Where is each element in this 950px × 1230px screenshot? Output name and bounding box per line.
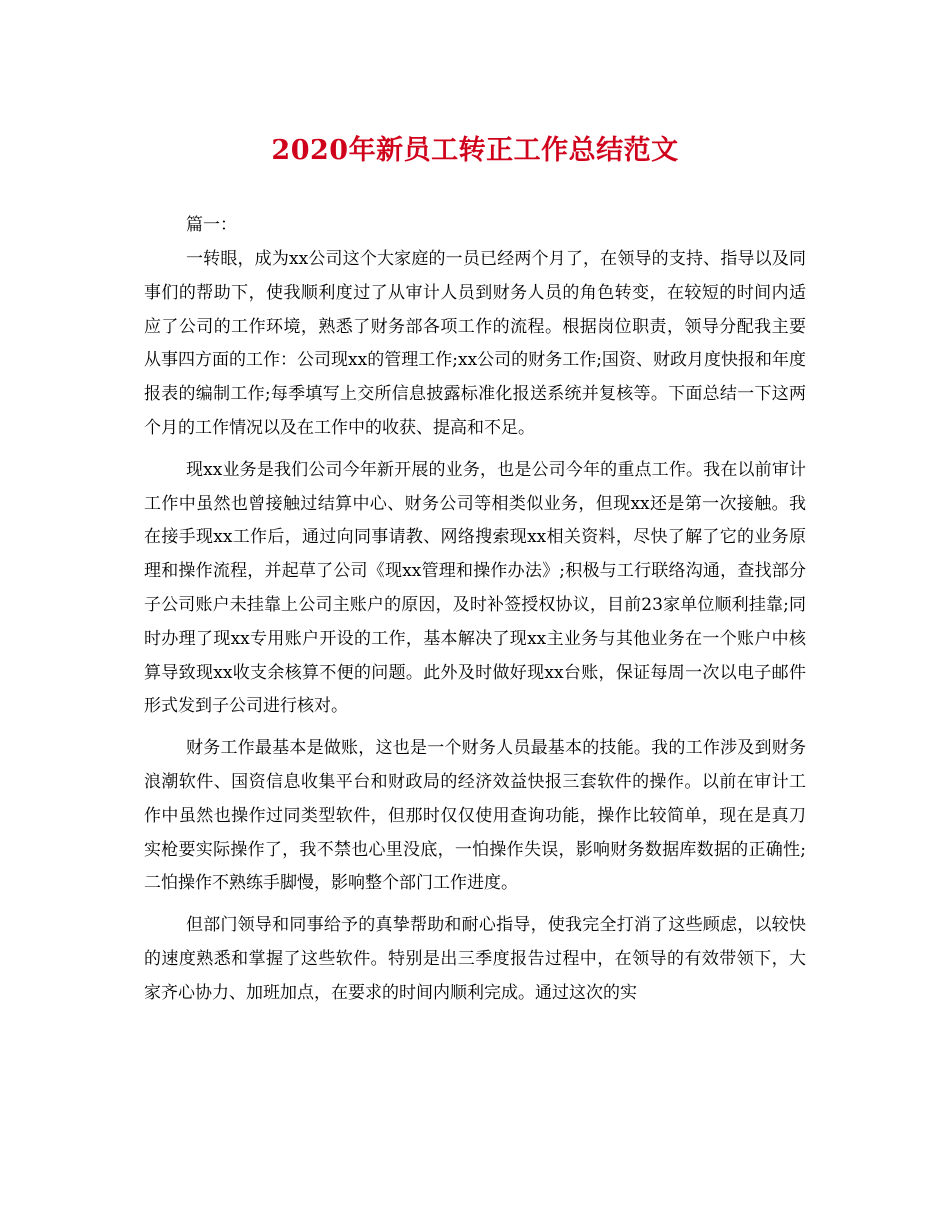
- paragraph-3: 财务工作最基本是做账，这也是一个财务人员最基本的技能。我的工作涉及到财务浪潮软件、国资信息收集平台和财政局的经济效益快报三套软件的操作。以前在审计工作中虽然也操作过同类型软件，但那时仅仅使用查询功能，操作比较简单，现在是真刀实枪要实际操作了，我不禁也心里没底，一怕操作失误，影响财务数据库数据的正确性;二怕操作不熟练手脚慢，影响整个部门工作进度。: [144, 738, 806, 894]
- document-title: 2020年新员工转正工作总结范文: [271, 135, 679, 166]
- document-body: [144, 243, 806, 1011]
- section-label: 篇一：: [186, 215, 237, 235]
- paragraph-1: 一转眼，成为xx公司这个大家庭的一员已经两个月了，在领导的支持、指导以及同事们的帮助下，使我顺利度过了从审计人员到财务人员的角色转变，在较短的时间内适应了公司的工作环境，熟悉了财务部各项工作的流程。根据岗位职责，领导分配我主要从事四方面的工作：公司现xx的管理工作;xx公司的财务工作;国资、财政月度快报和年度报表的编制工作;每季填写上交所信息披露标准化报送系统并复核等。下面总结一下这两个月的工作情况以及在工作中的收获、提高和不足。: [144, 249, 806, 438]
- paragraph-2: 现xx业务是我们公司今年新开展的业务，也是公司今年的重点工作。我在以前审计工作中虽然也曾接触过结算中心、财务公司等相类似业务，但现xx还是第一次接触。我在接手现xx工作后，通过向同事请教、网络搜索现xx相关资料，尽快了解了它的业务原理和操作流程，并起草了公司《现xx管理和操作办法》;积极与工行联络沟通，查找部分子公司账户未挂靠上公司主账户的原因，及时补签授权协议，目前23家单位顺利挂靠;同时办理了现xx专用账户开设的工作，基本解决了现xx主业务与其他业务在一个账户中核算导致现xx收支余核算不便的问题。此外及时做好现xx台账，保证每周一次以电子邮件形式发到子公司进行核对。: [144, 459, 806, 717]
- paragraph-4: 但部门领导和同事给予的真挚帮助和耐心指导，使我完全打消了这些顾虑，以较快的速度熟悉和掌握了这些软件。特别是出三季度报告过程中，在领导的有效带领下，大家齐心协力、加班加点，在要求的时间内顺利完成。通过这次的实: [144, 915, 806, 1003]
